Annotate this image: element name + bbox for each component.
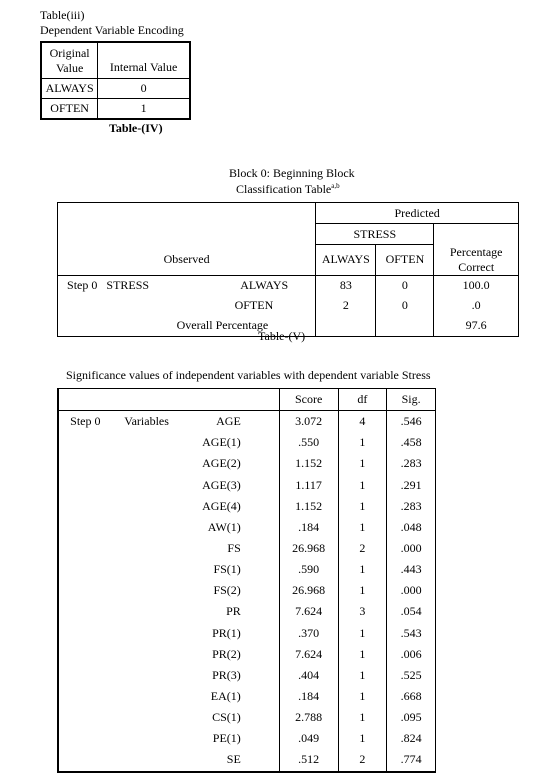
table-row	[58, 275, 519, 296]
always-cell: 2	[316, 296, 376, 316]
df-cell: 1	[338, 623, 387, 644]
col-df-header: df	[338, 389, 387, 411]
variable-name-cell: PE(1)	[212, 731, 241, 746]
df-cell: 1	[338, 559, 387, 580]
table-row	[58, 623, 436, 644]
table-row	[58, 432, 436, 453]
table-row	[58, 580, 436, 601]
often-cell: 0	[376, 296, 434, 316]
col-pct-header: Percentage Correct	[434, 245, 519, 276]
original-cell: OFTEN	[41, 99, 98, 120]
variable-name-cell: PR(3)	[212, 667, 241, 682]
table-row	[58, 453, 436, 474]
variable-name-cell: AGE	[216, 414, 241, 429]
table-row	[41, 79, 190, 99]
table-row	[58, 475, 436, 496]
df-cell: 4	[338, 411, 387, 433]
score-cell: 26.968	[279, 538, 338, 559]
sig-cell: .048	[387, 517, 436, 538]
sig-cell: .291	[387, 475, 436, 496]
sig-cell: .000	[387, 580, 436, 601]
internal-cell: 1	[98, 99, 190, 120]
col-often-header: OFTEN	[376, 245, 434, 276]
score-cell: 3.072	[279, 411, 338, 433]
variable-name-cell: CS(1)	[212, 710, 241, 725]
score-cell: 7.624	[279, 644, 338, 665]
df-cell: 2	[338, 749, 387, 771]
variable-name-cell: FS(2)	[213, 583, 241, 598]
table-row	[58, 559, 436, 580]
variable-name-cell: EA(1)	[210, 689, 241, 704]
significance-table	[57, 388, 436, 773]
sig-cell: .458	[387, 432, 436, 453]
sig-cell: .668	[387, 686, 436, 707]
table-row	[58, 644, 436, 665]
often-cell: 0	[376, 275, 434, 296]
score-cell: .512	[279, 749, 338, 771]
row-label-cell: OFTEN	[234, 298, 274, 312]
variable-name-cell: AGE(1)	[202, 435, 241, 450]
overall-label-cell: Overall Percentage	[176, 318, 269, 332]
df-cell: 1	[338, 686, 387, 707]
score-cell: .184	[279, 517, 338, 538]
sig-cell: .824	[387, 728, 436, 749]
score-cell: .184	[279, 686, 338, 707]
table-row	[58, 728, 436, 749]
df-cell: 1	[338, 728, 387, 749]
table-row	[58, 601, 436, 622]
block-title: Block 0: Beginning Block	[229, 166, 355, 180]
original-cell: ALWAYS	[41, 79, 98, 99]
table-row	[58, 411, 436, 433]
sig-cell: .006	[387, 644, 436, 665]
header-internal-value: Internal Value	[98, 42, 190, 79]
sig-cell: .543	[387, 623, 436, 644]
variable-name-cell: PR	[226, 604, 241, 619]
score-cell: .404	[279, 665, 338, 686]
df-cell: 1	[338, 475, 387, 496]
step-cell: Step 0	[58, 411, 112, 433]
table-row	[58, 749, 436, 771]
table-v-label: Table-(V)	[258, 329, 306, 343]
col-sig-header: Sig.	[387, 389, 436, 411]
observed-header: Observed	[163, 252, 210, 266]
table-iii-caption-line1: Table(iii)	[40, 8, 85, 22]
classification-table	[57, 202, 519, 337]
table-row	[58, 296, 519, 316]
score-cell: 1.152	[279, 496, 338, 517]
pct-cell: .0	[434, 296, 519, 316]
table-iv-label: Table-(IV)	[109, 121, 163, 135]
classification-title-text: Classification Table	[236, 182, 332, 196]
table-row	[58, 665, 436, 686]
sig-cell: .095	[387, 707, 436, 728]
variable-name-cell: PR(2)	[212, 646, 241, 661]
sig-cell: .283	[387, 496, 436, 517]
classification-title-superscript: a,b	[331, 182, 340, 190]
table-row	[58, 538, 436, 559]
table-row	[58, 686, 436, 707]
df-cell: 3	[338, 601, 387, 622]
internal-cell: 0	[98, 79, 190, 99]
sig-cell: .283	[387, 453, 436, 474]
df-cell: 1	[338, 644, 387, 665]
score-cell: 26.968	[279, 580, 338, 601]
sig-cell: .774	[387, 749, 436, 771]
variable-name-cell: AGE(4)	[202, 498, 241, 513]
df-cell: 1	[338, 432, 387, 453]
significance-title: Significance values of independent variables with dependent variable Stress	[66, 368, 431, 382]
col-always-header: ALWAYS	[316, 245, 376, 276]
dependent-variable-encoding-table	[40, 41, 191, 120]
table-row	[58, 496, 436, 517]
score-cell: .550	[279, 432, 338, 453]
always-cell: 83	[316, 275, 376, 296]
score-cell: 2.788	[279, 707, 338, 728]
df-cell: 1	[338, 707, 387, 728]
overall-pct-cell: 97.6	[434, 316, 519, 337]
variable-name-cell: AGE(3)	[202, 477, 241, 492]
score-cell: .049	[279, 728, 338, 749]
table-iii-caption	[40, 8, 184, 38]
df-cell: 1	[338, 453, 387, 474]
table-iii-caption-line2: Dependent Variable Encoding	[40, 23, 184, 37]
step-cell: Step 0	[67, 278, 98, 292]
score-cell: 1.117	[279, 475, 338, 496]
variable-name-cell: SE	[226, 752, 241, 767]
score-cell: .370	[279, 623, 338, 644]
score-cell: .590	[279, 559, 338, 580]
variable-name-cell: AW(1)	[207, 519, 241, 534]
variable-name-cell: FS(1)	[213, 562, 241, 577]
variable-name-cell: PR(1)	[212, 625, 241, 640]
sig-cell: .525	[387, 665, 436, 686]
df-cell: 1	[338, 517, 387, 538]
df-cell: 1	[338, 580, 387, 601]
header-original-line2: Value	[55, 60, 84, 75]
df-cell: 1	[338, 665, 387, 686]
table-row	[58, 707, 436, 728]
header-row	[58, 389, 436, 411]
row-label-cell: ALWAYS	[240, 278, 289, 292]
predicted-header: Predicted	[316, 203, 519, 224]
sig-cell: .054	[387, 601, 436, 622]
variable-name-cell: AGE(2)	[202, 456, 241, 471]
score-cell: 7.624	[279, 601, 338, 622]
stress-var-cell: STRESS	[106, 278, 150, 292]
classification-table-title	[236, 182, 340, 197]
sig-cell: .000	[387, 538, 436, 559]
sig-cell: .443	[387, 559, 436, 580]
pct-cell: 100.0	[434, 275, 519, 296]
stress-header: STRESS	[316, 224, 434, 245]
group-cell: Variables	[124, 414, 169, 429]
table-row	[58, 517, 436, 538]
significance-body	[58, 411, 436, 772]
header-original-value	[41, 42, 98, 79]
col-score-header: Score	[279, 389, 338, 411]
variable-name-cell: FS	[227, 541, 241, 556]
header-original-line1: Original	[49, 45, 90, 60]
df-cell: 1	[338, 496, 387, 517]
sig-cell: .546	[387, 411, 436, 433]
score-cell: 1.152	[279, 453, 338, 474]
table-row	[41, 99, 190, 120]
df-cell: 2	[338, 538, 387, 559]
